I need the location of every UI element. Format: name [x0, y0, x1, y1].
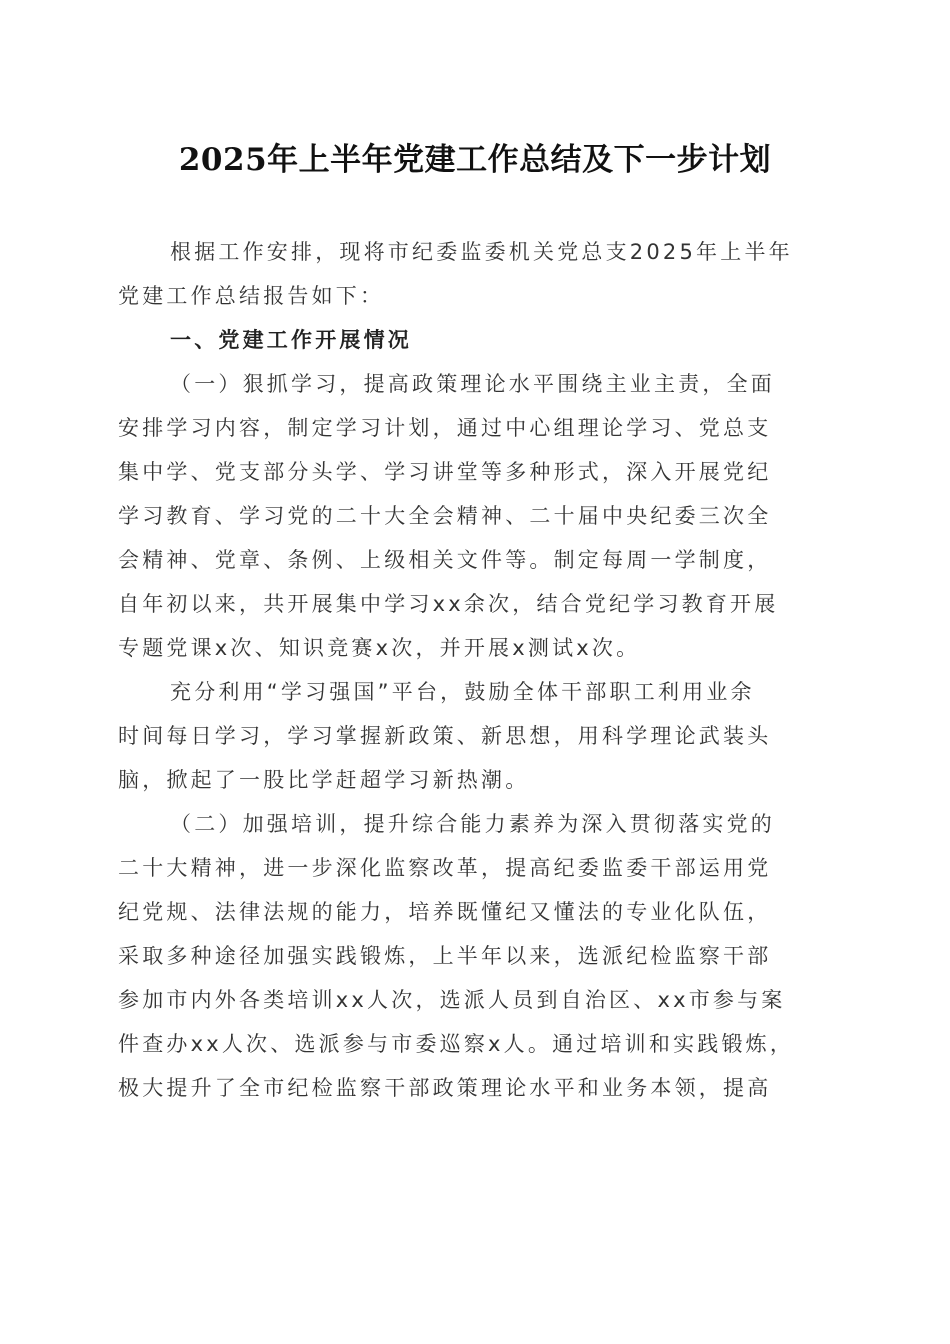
paragraph-line: 安排学习内容，制定学习计划，通过中心组理论学习、党总支: [118, 416, 772, 440]
paragraph-line: 自年初以来，共开展集中学习xx余次，结合党纪学习教育开展: [118, 592, 779, 616]
paragraph-line: 二十大精神，进一步深化监察改革，提高纪委监委干部运用党: [118, 856, 772, 880]
subsection-heading-line: （二）加强培训，提升综合能力素养为深入贯彻落实党的: [170, 812, 775, 836]
section-heading: 一、党建工作开展情况: [170, 328, 412, 352]
paragraph-line: 会精神、党章、条例、上级相关文件等。制定每周一学制度，: [118, 548, 772, 572]
paragraph-line: 参加市内外各类培训xx人次，选派人员到自治区、xx市参与案: [118, 988, 786, 1012]
paragraph-line: 时间每日学习，学习掌握新政策、新思想，用科学理论武装头: [118, 724, 772, 748]
paragraph-line: 学习教育、学习党的二十大全会精神、二十届中央纪委三次全: [118, 504, 772, 528]
subsection-heading-line: （一）狠抓学习，提高政策理论水平围绕主业主责，全面: [170, 372, 775, 396]
paragraph-line: 件查办xx人次、选派参与市委巡察x人。通过培训和实践锻炼，: [118, 1032, 795, 1056]
paragraph-line: 根据工作安排，现将市纪委监委机关党总支2025年上半年: [170, 240, 793, 264]
paragraph-line: 专题党课x次、知识竞赛x次，并开展x测试x次。: [118, 636, 641, 660]
paragraph-line: 纪党规、法律法规的能力，培养既懂纪又懂法的专业化队伍，: [118, 900, 772, 924]
document-body: [118, 230, 830, 1110]
paragraph-line: 党建工作总结报告如下：: [118, 284, 385, 308]
paragraph-line: 脑，掀起了一股比学赶超学习新热潮。: [118, 768, 530, 792]
paragraph-line: 充分利用“学习强国”平台，鼓励全体干部职工利用业余: [170, 680, 755, 704]
document-title: 2025年上半年党建工作总结及下一步计划: [178, 142, 772, 178]
paragraph-line: 极大提升了全市纪检监察干部政策理论水平和业务本领，提高: [118, 1076, 772, 1100]
paragraph-line: 集中学、党支部分头学、学习讲堂等多种形式，深入开展党纪: [118, 460, 772, 484]
paragraph-line: 采取多种途径加强实践锻炼，上半年以来，选派纪检监察干部: [118, 944, 772, 968]
